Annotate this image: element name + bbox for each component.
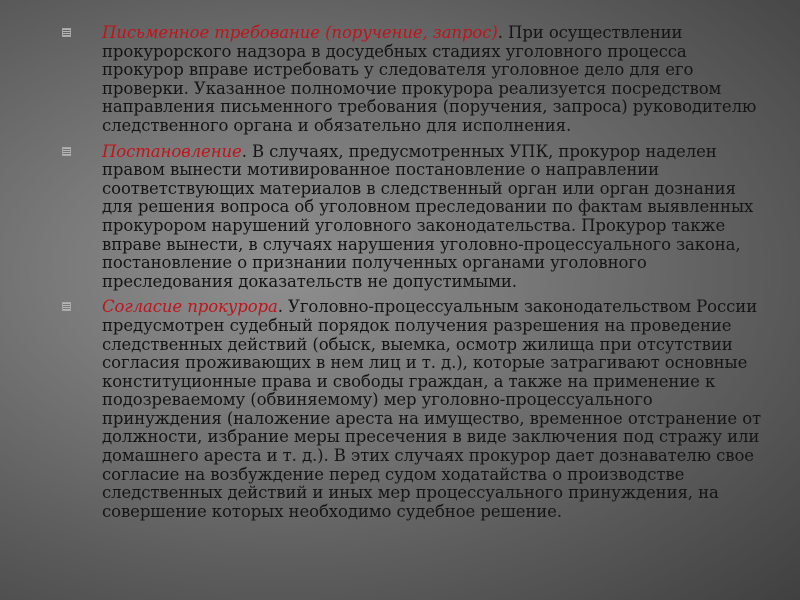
term-resolution: Постановление (102, 141, 242, 161)
slide-content (62, 24, 762, 528)
term-written-demand: Письменное требование (поручение, запрос) (102, 23, 498, 42)
text-written-demand: . При осуществлении прокурорского надзора в досудебных стадиях уголовного процесса прокурор вправе истребовать у следователя уголовное дело для его проверки. Указанное полномочие прокурора реализуется посредством направления письменного требования (поручения, запроса) руководителю следственного органа и обязательно для исполнения. (102, 23, 757, 135)
bullet-item-written-demand (62, 24, 762, 136)
text-prosecutor-consent: . Уголовно-процессуальным законодательством России предусмотрен судебный порядок получения разрешения на проведение следственных действий (обыск, выемка, осмотр жилища при отсутствии согласия проживающих в нем лиц и т. д.), которые затрагивают основные конституционные права и свободы граждан, а также на применение к подозреваемому (обвиняемому) мер уголовно-процессуального принуждения (наложение ареста на имущество, временное отстранение от должности, избрание меры пресечения в виде заключения под стражу или домашнего ареста и т. д.). В этих случаях прокурор дает дознавателю свое согласие на возбуждение перед судом ходатайства о производстве следственных действий и иных мер процессуального принуждения, на совершение которых необходимо судебное решение. (102, 297, 762, 521)
term-prosecutor-consent: Согласие прокурора (102, 297, 278, 317)
bullet-square-icon (62, 28, 71, 37)
text-resolution: . В случаях, предусмотренных УПК, прокурор наделен правом вынести мотивированное постановление о направлении соответствующих материалов в следственный орган или орган дознания для решения вопроса об уголовном преследовании по фактам выявленных прокурором нарушений уголовного законодательства. Прокурор также вправе вынести, в случаях нарушения уголовно-процессуального закона, постановление о признании полученных органами уголовного преследования доказательств не допустимыми. (102, 141, 754, 291)
bullet-square-icon (62, 302, 71, 311)
bullet-square-icon (62, 147, 71, 156)
bullet-item-prosecutor-consent (62, 298, 762, 521)
bullet-item-resolution (62, 143, 762, 292)
